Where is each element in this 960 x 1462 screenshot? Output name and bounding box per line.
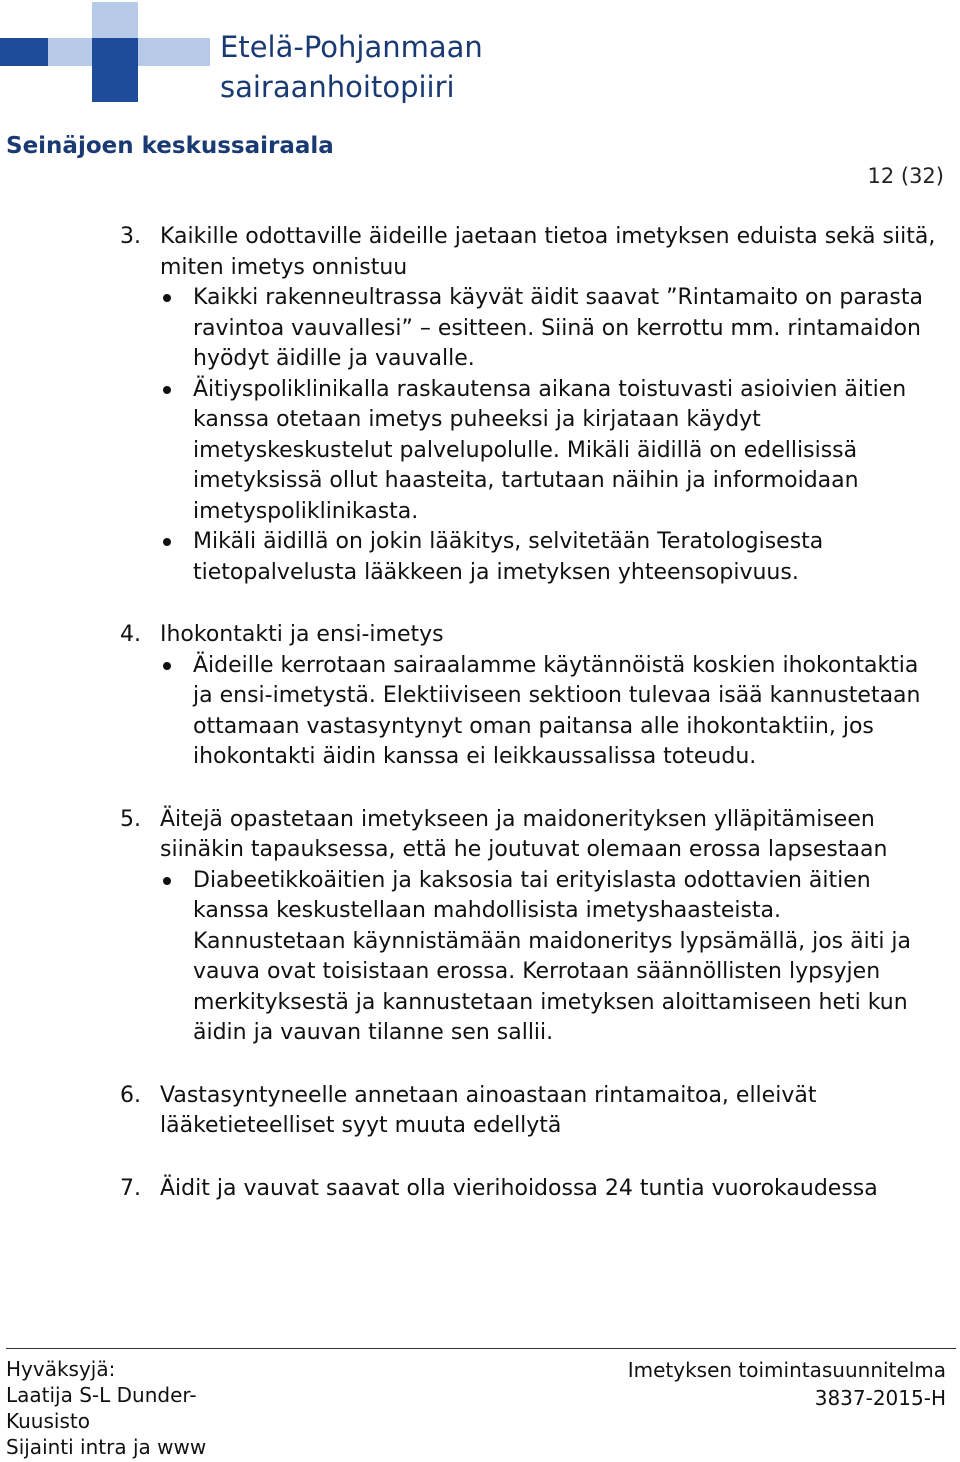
bullet-list — [160, 866, 940, 1049]
district-logo-icon — [0, 0, 210, 110]
footer-left — [6, 1356, 266, 1460]
page-number: 12 (32) — [867, 164, 944, 188]
section-number: 5. — [120, 806, 141, 832]
location: Sijainti intra ja www — [6, 1435, 207, 1459]
author: Laatija S-L Dunder-Kuusisto — [6, 1383, 197, 1433]
section-title: Kaikille odottaville äideille jaetaan tietoa imetyksen eduista sekä siitä, miten imetys onnistuu — [160, 224, 936, 280]
hospital-name: Seinäjoen keskussairaala — [6, 133, 334, 159]
section-4 — [120, 620, 940, 773]
section-number: 4. — [120, 622, 141, 647]
bullet-list — [160, 283, 940, 588]
document-code: 3837-2015-H — [814, 1386, 946, 1410]
section-number: 3. — [120, 224, 141, 249]
footer-divider — [6, 1348, 956, 1349]
section-title: Ihokontakti ja ensi-imetys — [160, 622, 444, 647]
section-6 — [120, 1081, 940, 1142]
approved-label: Hyväksyjä: — [6, 1357, 116, 1381]
section-title: Vastasyntyneelle annetaan ainoastaan rintamaitoa, elleivät lääketieteelliset syyt muuta edellytä — [160, 1082, 817, 1138]
list-item: Diabeetikkoäitien ja kaksosia tai erityislasta odottavien äitien kanssa keskustellaan mahdollisista imetyshaasteista. Kannustetaan käynnistämään maidoneritys lypsämällä, jos äiti ja vauva ovat toisistaan erossa. Kerrotaan säännöllisten lypsyjen merkityksestä ja kannustetaan imetyksen aloittamiseen heti kun äidin ja vauvan tilanne sen sallii. — [160, 866, 940, 1049]
section-number: 7. — [120, 1175, 141, 1201]
footer-right — [628, 1356, 946, 1412]
list-item: Äitiyspoliklinikalla raskautensa aikana toistuvasti asioivien äitien kanssa otetaan imetys puheeksi ja kirjataan käydyt imetyskeskustelut palvelupolulle. Mikäli äidillä on edellisissä imetyksissä ollut haasteita, tartutaan näihin ja informoidaan imetyspoliklinikasta. — [160, 375, 940, 528]
section-3 — [120, 222, 940, 588]
section-5 — [120, 805, 940, 1049]
section-title: Äitejä opastetaan imetykseen ja maidonerityksen ylläpitämiseen siinäkin tapauksessa, että he joutuvat olemaan erossa lapsestaan — [160, 806, 888, 862]
page-header — [0, 0, 960, 200]
list-item: Äideille kerrotaan sairaalamme käytännöistä koskien ihokontaktia ja ensi-imetystä. Elektiiviseen sektioon tulevaa isää kannustetaan ottamaan vastasyntynyt oman paitansa alle ihokontaktiin, jos ihokontakti äidin kanssa ei leikkaussalissa toteudu. — [160, 651, 940, 773]
bullet-list — [160, 651, 940, 773]
list-item: Mikäli äidillä on jokin lääkitys, selvitetään Teratologisesta tietopalvelusta lääkkeen ja imetyksen yhteensopivuus. — [160, 527, 940, 588]
document-title: Imetyksen toimintasuunnitelma — [627, 1358, 946, 1382]
document-body — [120, 222, 940, 1204]
org-name-line1: Etelä-Pohjanmaan — [220, 30, 483, 64]
org-name-line2: sairaanhoitopiiri — [220, 70, 455, 104]
list-item: Kaikki rakenneultrassa käyvät äidit saavat ”Rintamaito on parasta ravintoa vauvallesi” – esitteen. Siinä on kerrottu mm. rintamaidon hyödyt äidille ja vauvalle. — [160, 283, 940, 375]
section-number: 6. — [120, 1082, 141, 1108]
section-title: Äidit ja vauvat saavat olla vierihoidossa 24 tuntia vuorokaudessa — [160, 1175, 878, 1201]
section-7 — [120, 1174, 940, 1205]
